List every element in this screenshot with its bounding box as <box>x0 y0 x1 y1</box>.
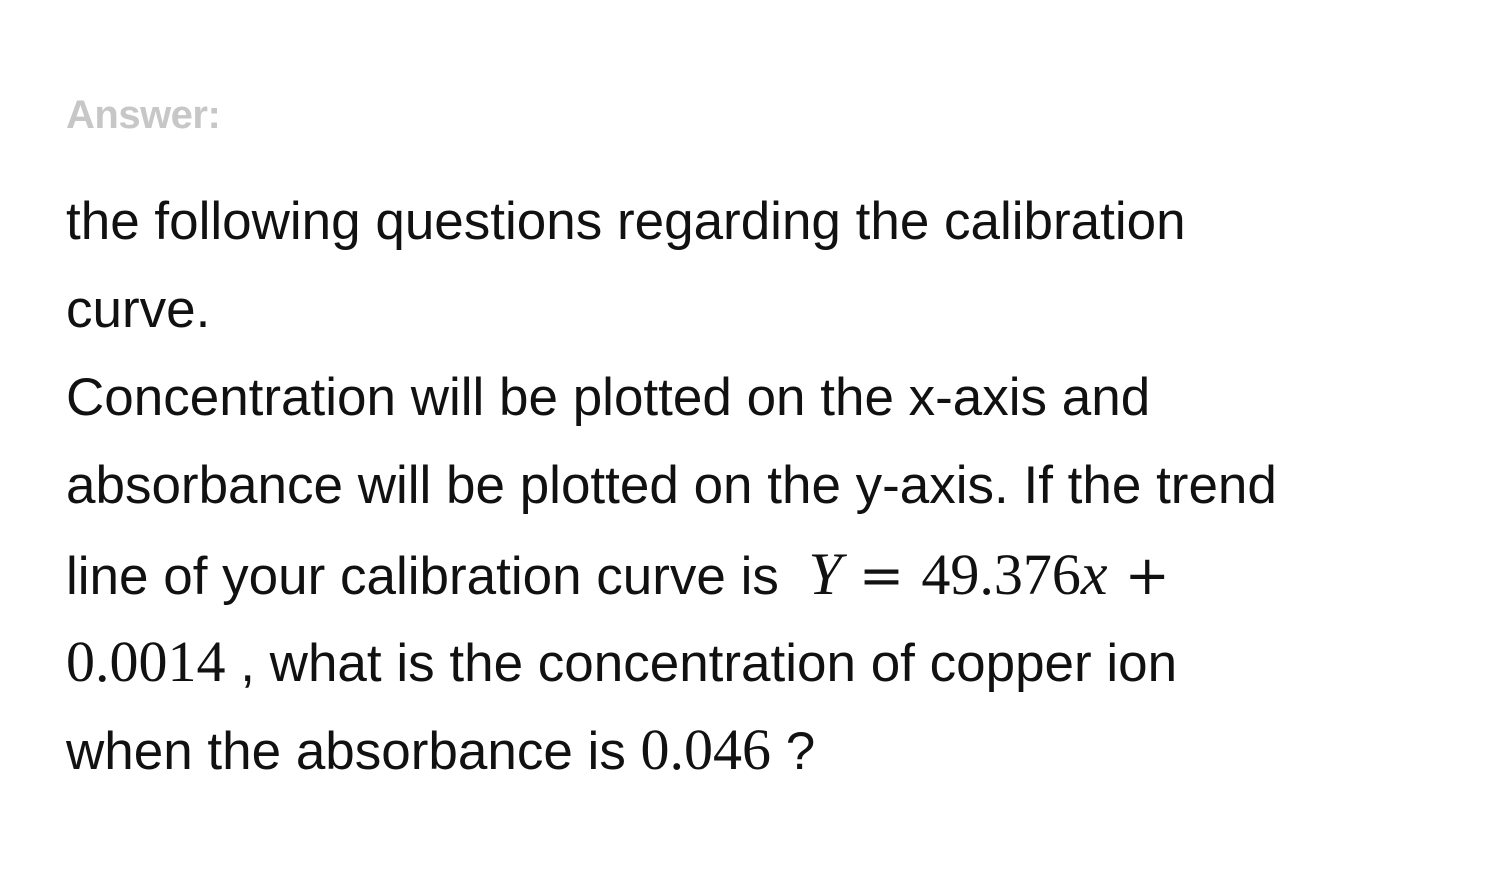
text-line-4: absorbance will be plotted on the y-axis. If the trend <box>66 456 1277 515</box>
text-line-1: the following questions regarding the calibration <box>66 192 1186 251</box>
text-line-3: Concentration will be plotted on the x-axis and <box>66 368 1151 427</box>
equation-plus: + <box>1107 544 1170 607</box>
question-text <box>66 178 1466 794</box>
text-line-6 <box>66 618 1466 706</box>
text-line-2: curve. <box>66 280 211 339</box>
absorbance-value: 0.046 <box>640 717 772 782</box>
line6-suffix: , what is the concentration of copper ion <box>240 634 1178 693</box>
equation-x: x <box>1080 541 1108 607</box>
trendline-equation <box>794 541 1170 607</box>
answer-label: Answer: <box>66 93 221 137</box>
question-mark: ? <box>785 722 816 781</box>
equation-equals: = <box>841 544 922 607</box>
text-line-7 <box>66 706 1466 794</box>
equation-y: Y <box>808 541 842 607</box>
equation-intercept: 0.0014 <box>66 629 226 694</box>
text-line-5 <box>66 530 1466 618</box>
equation-slope: 49.376 <box>921 542 1081 607</box>
line7-prefix: when the absorbance is <box>66 722 626 781</box>
line5-prefix: line of your calibration curve is <box>66 547 779 606</box>
